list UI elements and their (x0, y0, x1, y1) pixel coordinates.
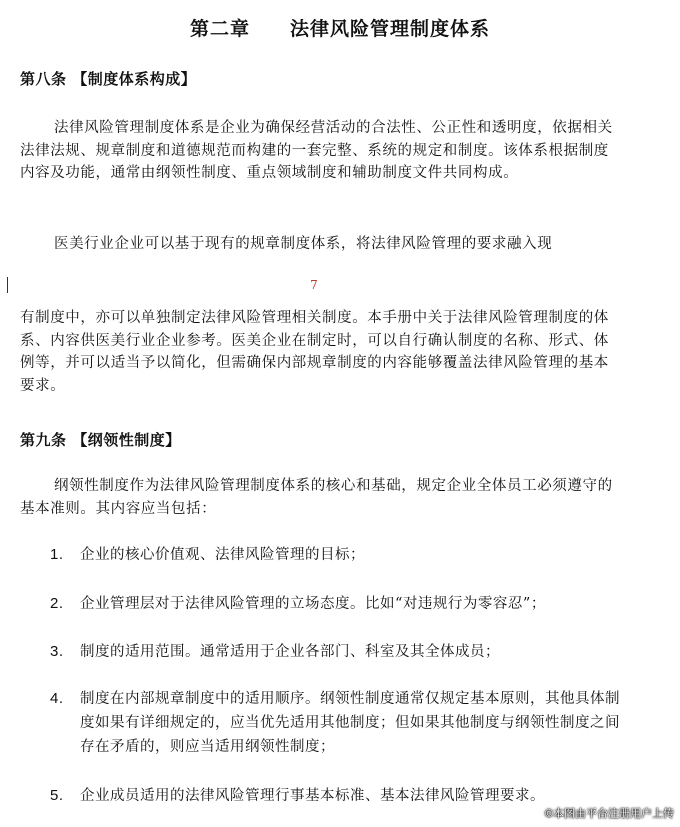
list-item (50, 543, 630, 567)
article-8-paragraph-2-start: 医美行业企业可以基于现有的规章制度体系，将法律风险管理的要求融入现 (54, 236, 553, 252)
chapter-title: 第二章 法律风险管理制度体系 (189, 18, 490, 40)
list-item (50, 687, 630, 759)
page-number: 7 (310, 278, 318, 292)
article-9-heading: 第九条 【纲领性制度】 (20, 431, 181, 449)
watermark-label: ©本图由平台注册用户上传 (544, 808, 674, 820)
list-item-number: 4. (50, 690, 64, 707)
list-item-number: 3. (50, 643, 64, 660)
list-item (50, 640, 630, 664)
list-item-text: 企业成员适用的法律风险管理行事基本标准、基本法律风险管理要求。 (80, 788, 545, 804)
list-item-text: 企业管理层对于法律风险管理的立场态度。比如“对违规行为零容忍”； (80, 596, 546, 612)
list-item-text: 制度在内部规章制度中的适用顺序。纲领性制度通常仅规定基本原则，其他具体制度如果有详细规定的，应当优先适用其他制度；但如果其他制度与纲领性制度之间存在矛盾的，则应当适用纲领性制度； (80, 691, 620, 755)
article-8-paragraph-1: 法律风险管理制度体系是企业为确保经营活动的合法性、公正性和透明度，依据相关法律法规、规章制度和道德规范而构建的一套完整、系统的规定和制度。该体系根据制度内容及功能，通常由纲领性制度、重点领域制度和辅助制度文件共同构成。 (20, 120, 613, 181)
list-item-number: 1. (50, 546, 64, 563)
list-item-number: 2. (50, 595, 64, 612)
list-item-text: 企业的核心价值观、法律风险管理的目标； (80, 547, 365, 563)
article-9-paragraph-1: 纲领性制度作为法律风险管理制度体系的核心和基础，规定企业全体员工必须遵守的基本准则。其内容应当包括： (20, 478, 613, 517)
list-item-text: 制度的适用范围。通常适用于企业各部门、科室及其全体成员； (80, 644, 500, 660)
list-item (50, 784, 630, 808)
list-item-number: 5. (50, 787, 64, 804)
article-8-heading: 第八条 【制度体系构成】 (20, 70, 197, 88)
article-8-paragraph-2-continued: 有制度中，亦可以单独制定法律风险管理相关制度。本手册中关于法律风险管理制度的体系、内容供医美行业企业参考。医美企业在制定时，可以自行确认制度的名称、形式、体例等，并可以适当予以简化，但需确保内部规章制度的内容能够覆盖法律风险管理的基本要求。 (20, 310, 609, 394)
list-item (50, 592, 630, 616)
